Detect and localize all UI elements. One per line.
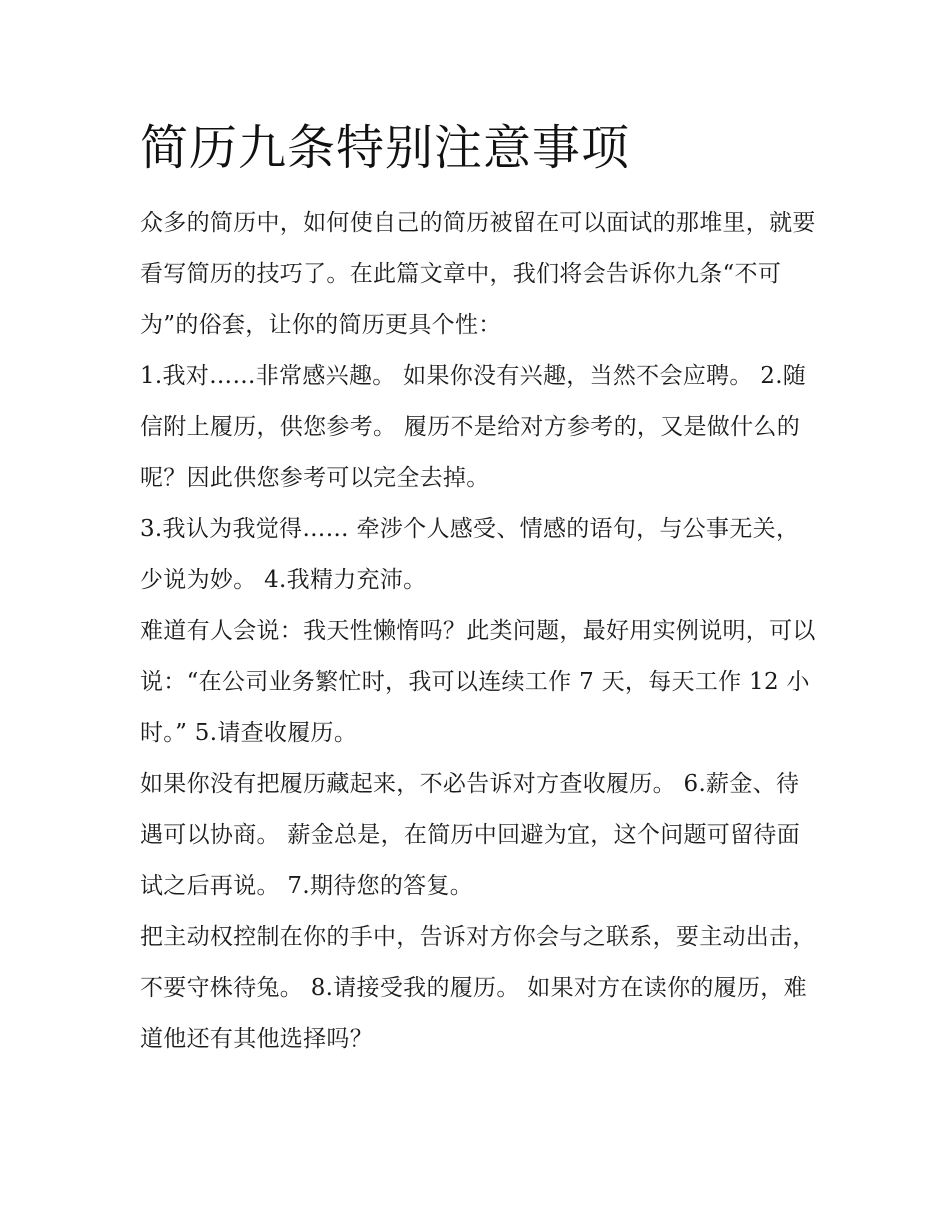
paragraph-tips-6-7: 如果你没有把履历藏起来，不必告诉对方查收履历。 6.薪金、待遇可以协商。 薪金总是，在简历中回避为宜，这个问题可留待面试之后再说。 7.期待您的答复。 xyxy=(140,771,801,899)
page-title: 简历九条特别注意事项 xyxy=(140,120,631,176)
paragraph-tips-7-8: 把主动权控制在你的手中，告诉对方你会与之联系，要主动出击，不要守株待兔。 8.请接受我的履历。 如果对方在读你的履历，难道他还有其他选择吗？ xyxy=(140,924,816,1052)
paragraph-tips-3-4: 3.我认为我觉得…… 牵涉个人感受、情感的语句，与公事无关，少说为妙。 4.我精力充沛。 xyxy=(140,516,800,593)
document-body xyxy=(140,112,820,1065)
paragraph-tips-1-2: 1.我对……非常感兴趣。 如果你没有兴趣，当然不会应聘。 2.随信附上履历，供您参考。 履历不是给对方参考的，又是做什么的呢？因此供您参考可以完全去掉。 xyxy=(140,363,807,491)
paragraph-tip-4-5: 难道有人会说：我天性懒惰吗？此类问题，最好用实例说明，可以说：“在公司业务繁忙时，我可以连续工作 7 天，每天工作 12 小时。” 5.请查收履历。 xyxy=(140,618,816,746)
paragraph-intro: 众多的简历中，如何使自己的简历被留在可以面试的那堆里，就要看写简历的技巧了。在此篇文章中，我们将会告诉你九条“不可为”的俗套，让你的简历更具个性： xyxy=(140,210,816,338)
